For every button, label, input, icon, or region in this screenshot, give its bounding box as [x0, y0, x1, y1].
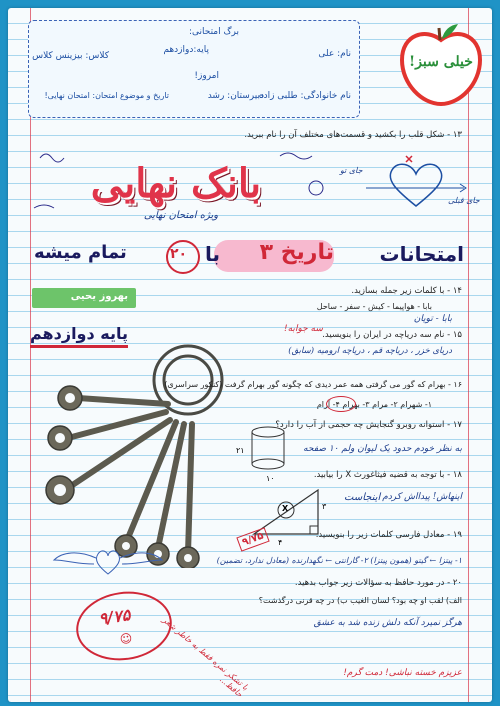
- question-20-a: الف) لقب او چه بود؟ لسان الغیب ب) در چه قرنی درگذشت؟: [258, 596, 462, 605]
- cylinder-radius-label: ۱۰: [266, 474, 275, 483]
- topic-field: تاریخ و موضوع امتحان: امتحان نهایی!: [44, 91, 169, 100]
- author-badge: [32, 288, 136, 308]
- question-14-answer: بابا - تویان: [413, 314, 452, 324]
- question-20: ۲۰ - در مورد حافظ به سؤالات زیر جواب بدهید.: [294, 578, 462, 588]
- question-15-answer: دریای خزر ، دریاچه قم ، دریاچه ارومیه (سابق): [288, 346, 452, 356]
- subject-name: تاریخ ۳: [259, 240, 334, 265]
- notebook-paper: [8, 8, 492, 702]
- winged-heart-doodle: [48, 536, 168, 586]
- sheet-title: برگ امتحانی:: [188, 27, 239, 37]
- title-subtitle: ویژه امتحان نهایی: [143, 210, 219, 221]
- heart-label-2: جای قبلی: [448, 196, 480, 205]
- question-14: ۱۴ - با کلمات زیر جمله بسازید.: [351, 286, 462, 296]
- question-20-answer: هرگز نمیرد آنکه دلش زنده شد به عشق: [313, 618, 462, 628]
- question-17: ۱۷ - استوانه روبرو گنجایش چه حجمی از آب را دارد؟: [275, 420, 462, 430]
- triangle-side-label: ۳: [322, 502, 327, 511]
- question-16-options: ۱- شهرام ۲- مرام ۳- بهرام ۴- آرام: [316, 400, 432, 409]
- line-number: ۲۰: [170, 246, 188, 262]
- question-14-words: بابا - هواپیما - کیش - سفر - ساحل: [316, 302, 432, 311]
- margin-line-right: [468, 8, 469, 702]
- right-margin-note: سه جوابه!: [284, 324, 323, 334]
- question-13: ۱۳ - شکل قلب را بکشید و قسمت‌های مختلف آن را نام ببرید.: [244, 130, 462, 140]
- exam-line-banner: [34, 236, 464, 280]
- line-suffix: تمام میشه: [34, 242, 127, 263]
- footer-note: عزیزم خسته نباشی! دمت گرم!: [343, 668, 462, 678]
- score-mark-2: ۹/۷۵: [97, 605, 132, 629]
- author-name: بهروز یحیی: [70, 291, 128, 302]
- brand-logo-text: خیلی سبز!: [409, 54, 473, 70]
- line-prefix: امتحانات: [379, 242, 464, 266]
- question-19-answer: ۱- پیتزا ← گیتو (همون پیتزا) ۲- گارانتی ← نگهدارنده (معادل ندارد، تضمین): [216, 556, 462, 565]
- main-title: بانک نهایی: [90, 160, 262, 207]
- heart-label-1: جای تو: [340, 166, 363, 175]
- smile-icon: ☺: [118, 631, 134, 647]
- score-mark-1: ۹/۷۵: [236, 527, 269, 551]
- line-with: با: [204, 242, 220, 266]
- question-15: ۱۵ - نام سه دریاچه در ایران را بنویسید.: [322, 330, 462, 340]
- exam-info-card: [28, 20, 360, 118]
- option-circle: [326, 396, 356, 412]
- doodle-swirls: [20, 148, 340, 228]
- school-field: دبیرستان: رشد: [207, 91, 264, 101]
- grade-banner: پایه دوازدهم: [30, 324, 128, 348]
- date-field: امروز!: [194, 71, 219, 81]
- question-18-answer: اینجاست: [344, 492, 381, 503]
- name-field: نام: علی: [318, 49, 351, 59]
- question-19: ۱۹ - معادل فارسی کلمات زیر را بنویسید.: [315, 530, 462, 540]
- grade-field: پایه:دوازدهم: [163, 45, 209, 55]
- question-18-note: اینهاش! پیدااش کردم: [382, 492, 462, 502]
- question-16: ۱۶ - بهرام که گور می گرفتی همه عمر دیدی که چگونه گور بهرام گرفت (کنکور سراسری): [164, 380, 462, 389]
- triangle-hyp-label: X: [282, 504, 289, 513]
- family-field: نام خانوادگی: طلبی زاده: [258, 91, 351, 101]
- cylinder-icon: [246, 424, 290, 472]
- keys-illustration: [38, 338, 228, 568]
- class-field: کلاس: بیزینس کلاس: [32, 51, 109, 61]
- stamp-note: با تشکر نمره فقط به خاطر شعر حافظ...: [160, 615, 250, 699]
- question-18: ۱۸ - با توجه به قضیه فیثاغورث X را بیابید.: [313, 470, 462, 480]
- cylinder-label: ۲۱: [236, 446, 245, 455]
- question-17-answer: به نظر خودم حدود یک لیوان ولم ۱۰ صفحه: [303, 444, 462, 454]
- heart-diagram: [356, 148, 476, 218]
- brand-logo: [396, 22, 486, 110]
- triangle-base-label: ۴: [278, 538, 283, 547]
